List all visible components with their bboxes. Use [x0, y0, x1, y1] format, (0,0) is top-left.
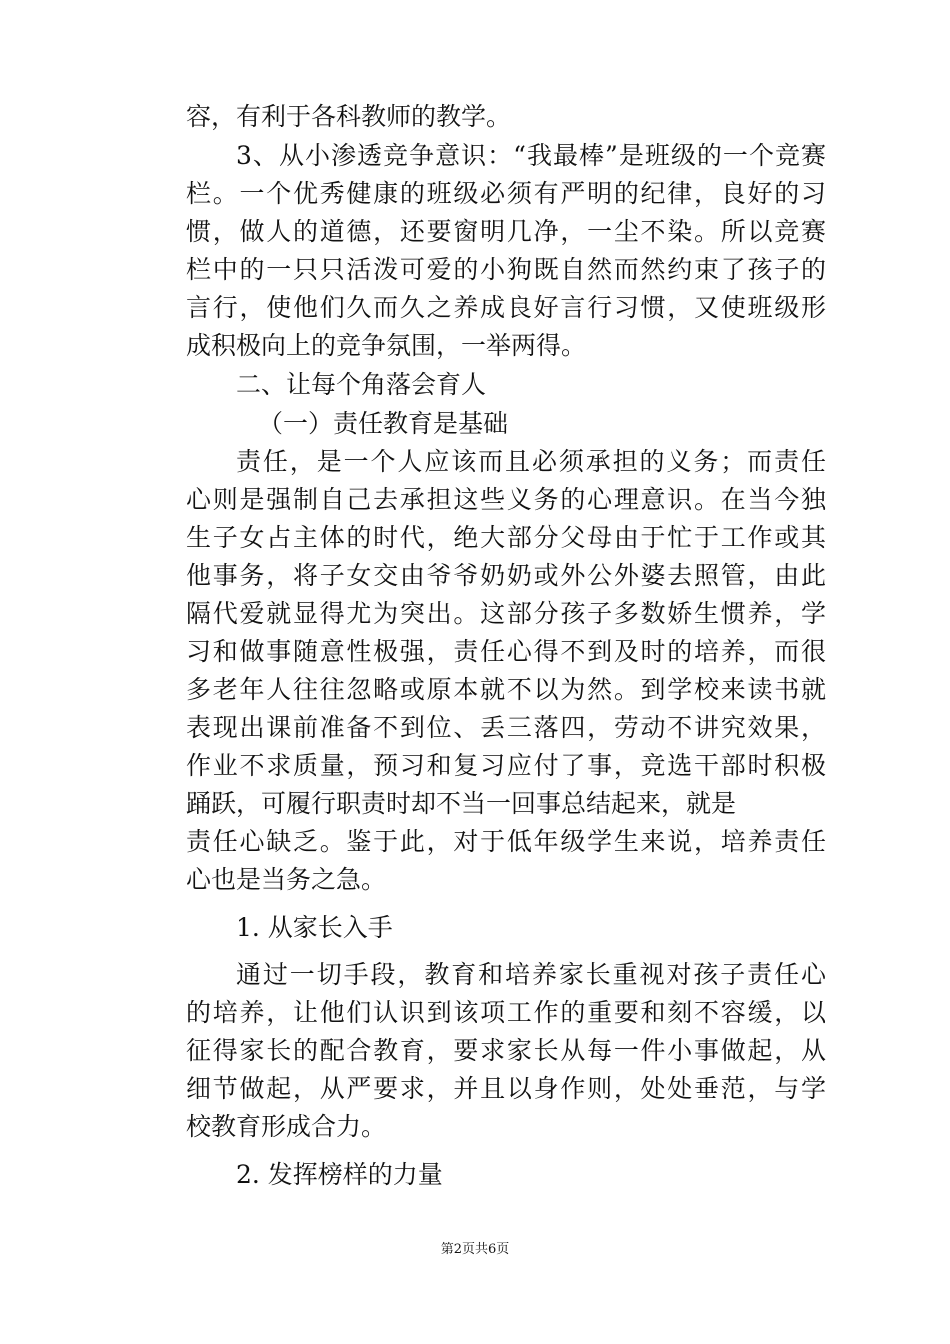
text-line: 责任心缺乏。鉴于此，对于低年级学生来说，培养责任	[186, 827, 826, 856]
text-line: 心则是强制自己去承担这些义务的心理意识。在当今独	[186, 485, 826, 514]
text-line: 征得家长的配合教育，要求家长从每一件小事做起，从	[186, 1036, 826, 1065]
text-line: 隔代爱就显得尤为突出。这部分孩子多数娇生惯养，学	[186, 599, 826, 628]
text-line: 惯，做人的道德，还要窗明几净，一尘不染。所以竞赛	[186, 217, 826, 246]
text-line: 心也是当务之急。	[186, 865, 387, 894]
numbered-heading: 1. 从家长入手	[236, 913, 393, 942]
text-line: 校教育形成合力。	[186, 1112, 387, 1141]
text-line: 踊跃，可履行职责时却不当一回事总结起来，就是	[186, 789, 737, 818]
text-line: 他事务，将子女交由爷爷奶奶或外公外婆去照管，由此	[186, 561, 826, 590]
text-line: 栏中的一只只活泼可爱的小狗既自然而然约束了孩子的	[186, 255, 826, 284]
numbered-heading: 2. 发挥榜样的力量	[236, 1160, 443, 1189]
page-footer: 第2页共6页	[440, 1242, 510, 1257]
text-line: 作业不求质量，预习和复习应付了事，竞选干部时积极	[186, 751, 826, 780]
text-line: 3、从小渗透竞争意识：“我最棒”是班级的一个竞赛	[236, 141, 826, 170]
text-line: 表现出课前准备不到位、丢三落四，劳动不讲究效果，	[186, 713, 826, 742]
text-line: 言行，使他们久而久之养成良好言行习惯，又使班级形	[186, 293, 826, 322]
text-line: 生子女占主体的时代，绝大部分父母由于忙于工作或其	[186, 523, 826, 552]
text-line: 责任，是一个人应该而且必须承担的义务；而责任	[236, 447, 826, 476]
text-line: 成积极向上的竞争氛围，一举两得。	[186, 331, 587, 360]
text-line: 的培养，让他们认识到该项工作的重要和刻不容缓，以	[186, 998, 826, 1027]
text-line: 多老年人往往忽略或原本就不以为然。到学校来读书就	[186, 675, 826, 704]
text-line: 细节做起，从严要求，并且以身作则，处处垂范，与学	[186, 1074, 826, 1103]
text-line: 习和做事随意性极强，责任心得不到及时的培养，而很	[186, 637, 826, 666]
text-line: 栏。一个优秀健康的班级必须有严明的纪律，良好的习	[186, 179, 826, 208]
section-heading: 二、让每个角落会育人	[236, 370, 487, 399]
text-line: 通过一切手段，教育和培养家长重视对孩子责任心	[236, 960, 826, 989]
subsection-heading: （一）责任教育是基础	[258, 409, 509, 438]
text-line: 容，有利于各科教师的教学。	[186, 102, 512, 131]
